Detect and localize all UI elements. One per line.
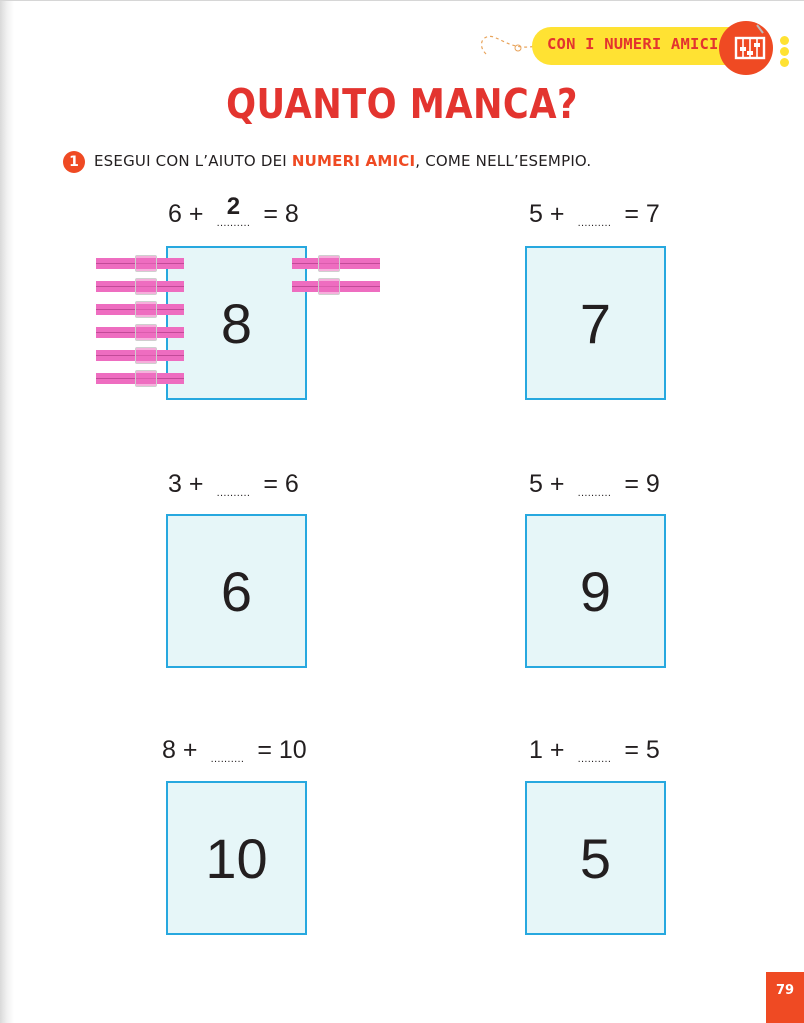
answer-blank[interactable]: [571, 200, 617, 229]
page-title: QUANTO MANCA?: [226, 80, 578, 128]
equation-6: [529, 736, 660, 768]
equation-addend: 6 +: [168, 200, 204, 228]
answer-blank[interactable]: [210, 193, 256, 229]
answer-dots: ..........: [577, 487, 612, 499]
answer-dots: ..........: [216, 217, 251, 229]
instruction-highlight: NUMERI AMICI: [291, 152, 416, 170]
tag-dots-decoration: [780, 36, 794, 70]
answer-blank[interactable]: [204, 736, 250, 765]
equation-addend: 5 +: [529, 200, 565, 228]
clothespin: [96, 347, 184, 364]
answer-value: 2: [226, 193, 241, 220]
number-box-4: [525, 514, 666, 668]
equation-1: [168, 193, 299, 232]
page-number: 79: [766, 972, 804, 1023]
clothespin: [96, 301, 184, 318]
clothespin: [96, 278, 184, 295]
equation-addend: 8 +: [162, 736, 198, 764]
page-top-edge: [0, 0, 804, 1]
number-box-2: [525, 246, 666, 400]
instruction-after: , COME NELL’ESEMPIO.: [415, 152, 592, 170]
equation-addend: 3 +: [168, 470, 204, 498]
answer-blank[interactable]: [571, 470, 617, 499]
abacus-icon: [731, 23, 769, 69]
number-box-6: [525, 781, 666, 935]
answer-blank[interactable]: [571, 736, 617, 765]
instruction-before: ESEGUI CON L’AIUTO DEI: [94, 152, 292, 170]
clothespin: [292, 255, 380, 272]
box-number: 10: [205, 826, 268, 890]
equation-2: [529, 200, 660, 232]
page-fold-shadow: [0, 0, 14, 1023]
equation-3: [168, 470, 299, 502]
equation-result: = 7: [624, 200, 660, 228]
exercise-number-badge: 1: [63, 151, 85, 173]
box-number: 8: [220, 291, 253, 355]
equation-addend: 1 +: [529, 736, 565, 764]
number-box-5: [166, 781, 307, 935]
instruction-text: [94, 152, 591, 176]
clothespin: [96, 255, 184, 272]
equation-result: = 9: [624, 470, 660, 498]
equation-result: = 6: [263, 470, 299, 498]
clothespin: [292, 278, 380, 295]
number-box-3: [166, 514, 307, 668]
equation-result: = 8: [263, 200, 299, 228]
equation-result: = 10: [257, 736, 307, 764]
clothespin: [96, 324, 184, 341]
box-number: 5: [579, 826, 612, 890]
answer-blank[interactable]: [210, 470, 256, 499]
answer-dots: ..........: [577, 217, 612, 229]
number-box-1: [166, 246, 307, 400]
answer-dots: ..........: [210, 753, 245, 765]
answer-dots: ..........: [577, 753, 612, 765]
equation-addend: 5 +: [529, 470, 565, 498]
box-number: 9: [579, 559, 612, 623]
answer-dots: ..........: [216, 487, 251, 499]
clothespin: [96, 370, 184, 387]
equation-4: [529, 470, 660, 502]
equation-5: [162, 736, 307, 768]
equation-result: = 5: [624, 736, 660, 764]
box-number: 6: [220, 559, 253, 623]
box-number: 7: [579, 291, 612, 355]
section-tag-label: CON I NUMERI AMICI: [547, 35, 719, 53]
